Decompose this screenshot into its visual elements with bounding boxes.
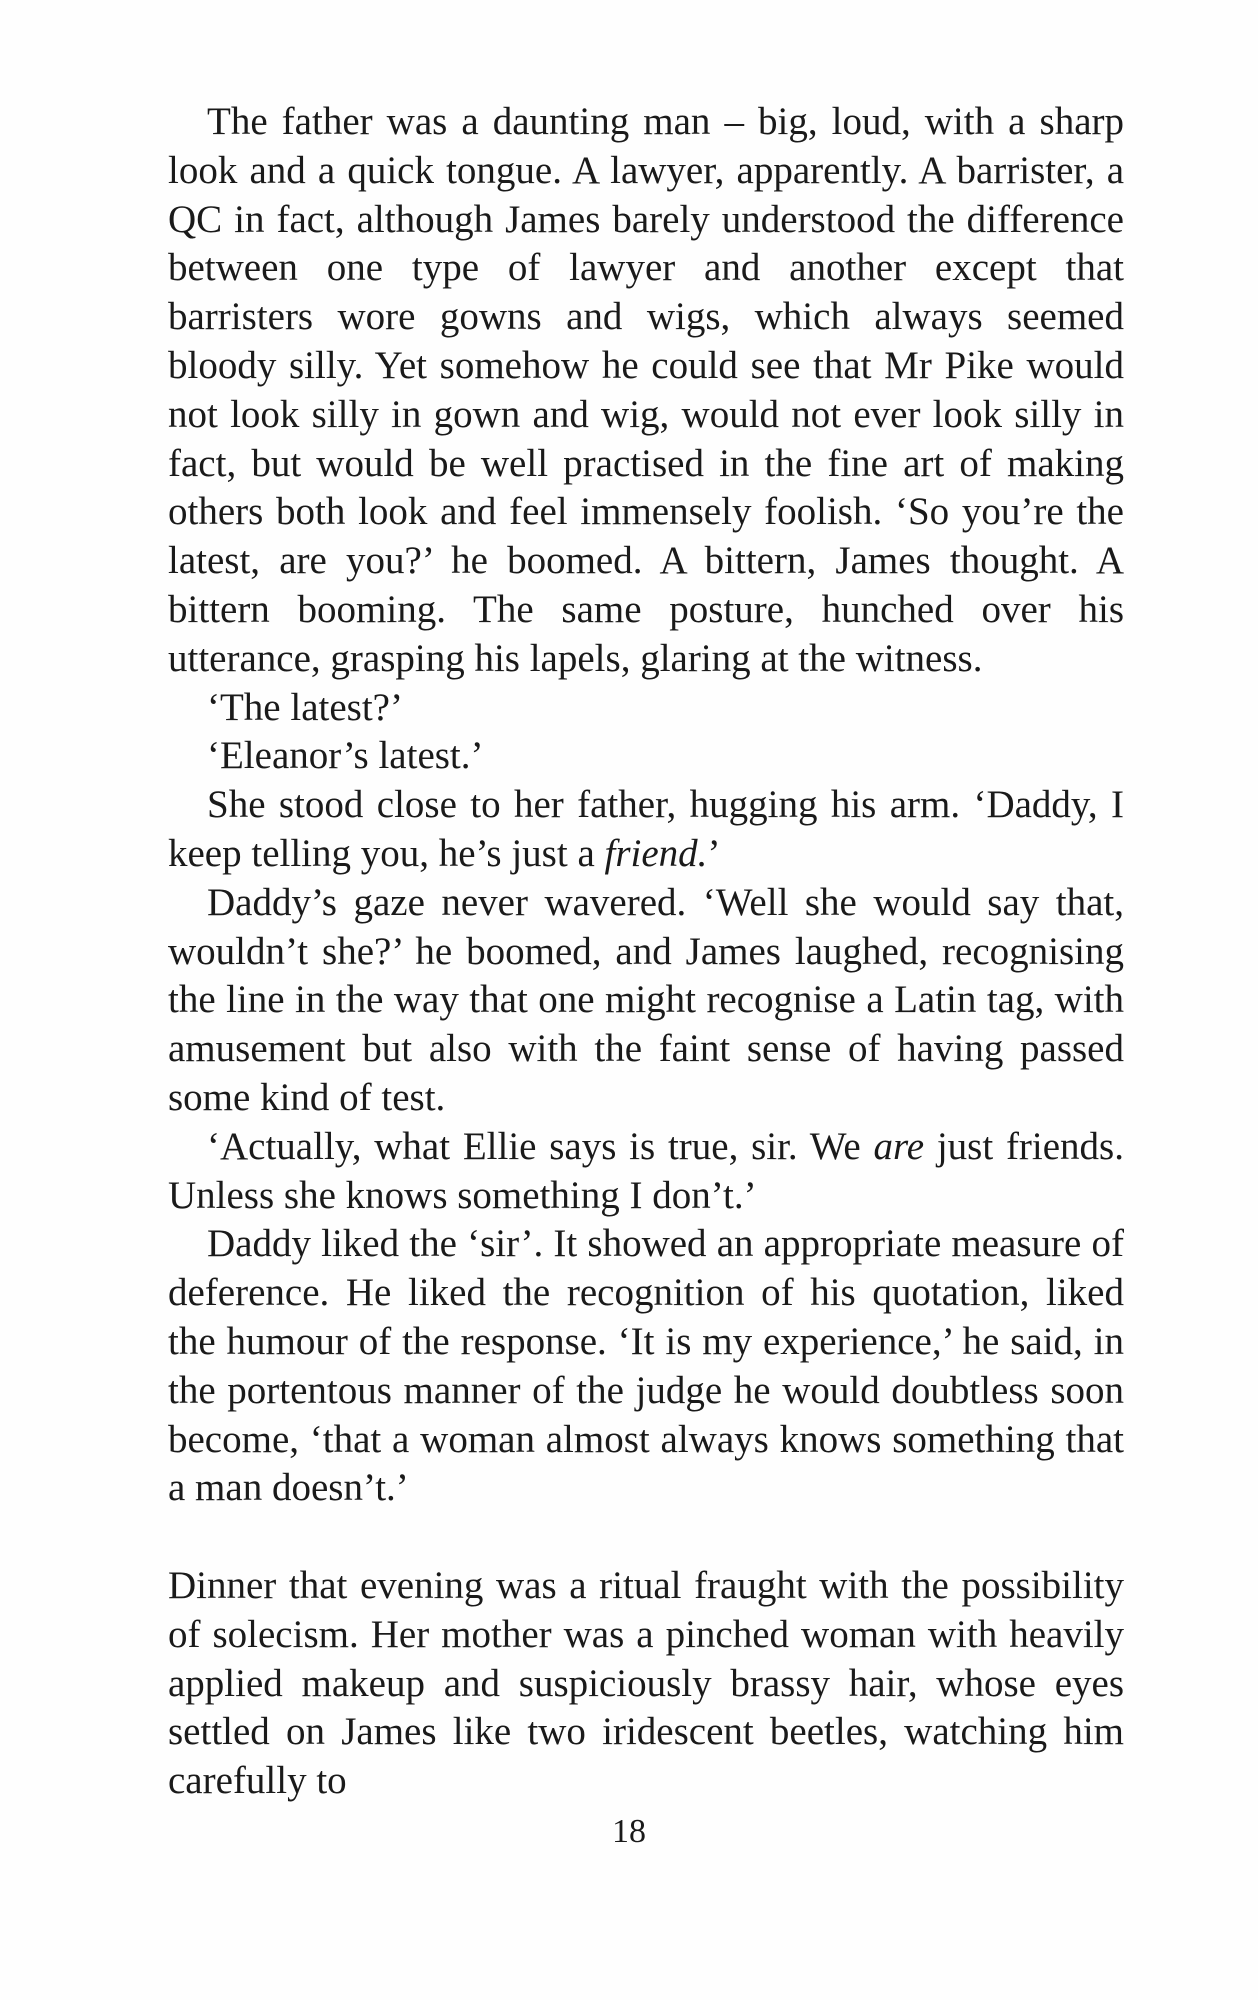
body-text [168, 98, 1124, 1806]
page-number: 18 [612, 1813, 646, 1850]
italic-text: are [873, 1124, 925, 1168]
text-run: She stood close to her father, hugging his arm. ‘Daddy, I keep telling you, he’s just a [168, 783, 1124, 875]
paragraph-daddy-friend [168, 781, 1124, 879]
text-run: ’ [707, 831, 721, 875]
paragraph-just-friends [168, 1123, 1124, 1221]
paragraph-the-latest: ‘The latest?’ [207, 685, 403, 729]
paragraph-father-description: The father was a daunting man – big, loud, with a sharp look and a quick tongue. A lawyer, apparently. A barrister, a QC in fact, although James barely understood the difference between one type of lawyer and another except that barristers wore gowns and wigs, which always seemed bloody silly. Yet somehow he could see that Mr Pike would not look silly in gown and wig, would not ever look silly in fact, but would be well practised in the fine art of making others both look and feel immensely foolish. ‘So you’re the latest, are you?’ he boomed. A bittern, James thought. A bittern booming. The same posture, hunched over his utterance, grasping his lapels, glaring at the witness. [168, 100, 1124, 680]
paragraph-dinner-evening: Dinner that evening was a ritual fraught with the possibility of solecism. Her mother was a pinched woman with heavily applied makeup and suspiciously brassy hair, whose eyes settled on James like two iridescent beetles, watching him carefully to [168, 1563, 1124, 1803]
italic-text: friend. [604, 831, 708, 875]
paragraph-eleanors-latest: ‘Eleanor’s latest.’ [207, 734, 484, 778]
text-run: just friends. Unless she knows something I don’t.’ [168, 1124, 1124, 1217]
text-run: ‘Actually, what Ellie says is true, sir. We [207, 1124, 874, 1168]
paragraph-daddy-liked-sir: Daddy liked the ‘sir’. It showed an appropriate measure of deference. He liked the recognition of his quotation, liked the humour of the response. ‘It is my experience,’ he said, in the portentous manner of the judge he would doubtless soon become, ‘that a woman almost always knows something that a man doesn’t.’ [168, 1222, 1124, 1510]
section-break [168, 1513, 1124, 1562]
paragraph-gaze-never-wavered: Daddy’s gaze never wavered. ‘Well she would say that, wouldn’t she?’ he boomed, and James laughed, recognising the line in the way that one might recognise a Latin tag, with amusement but also with the faint sense of having passed some kind of test. [168, 880, 1124, 1119]
